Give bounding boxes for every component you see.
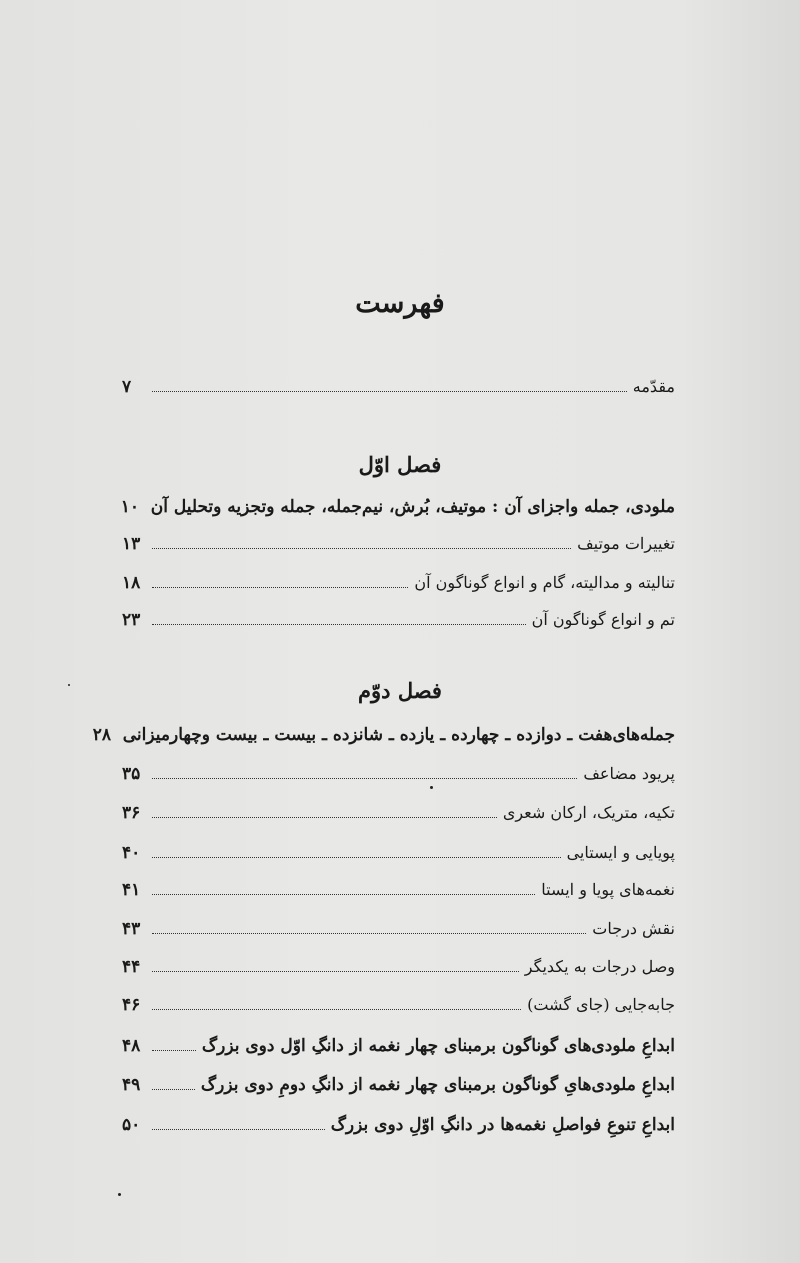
toc-entry-label: پویایی و ایستایی bbox=[566, 843, 675, 862]
dot-leader bbox=[152, 933, 586, 934]
toc-entry-label: ابداعِ ملودی‌های گوناگون برمبنای چهار نغمه از دانگِ اوّل دوی بزرگ bbox=[201, 1036, 675, 1056]
toc-entry-page: ۵۰ bbox=[122, 1115, 141, 1135]
toc-entry bbox=[122, 796, 675, 826]
toc-entry bbox=[122, 603, 675, 633]
dot-leader bbox=[152, 1089, 195, 1090]
toc-entry-label: جمله‌های‌هفت ـ دوازده ـ چهارده ـ یازده ـ شانزده ـ بیست ـ بیست وچهارمیزانی bbox=[122, 725, 675, 745]
toc-entry-page: ۴۹ bbox=[122, 1075, 141, 1095]
toc-entry-page: ۴۱ bbox=[122, 880, 141, 900]
toc-entry-label: پریود مضاعف bbox=[583, 764, 675, 783]
toc-entry-page: ۱۰ bbox=[120, 497, 139, 517]
toc-entry-label: مقدّمه bbox=[632, 377, 675, 396]
toc-entry bbox=[122, 490, 675, 520]
dot-leader bbox=[152, 971, 519, 972]
toc-entry-page: ۷ bbox=[122, 377, 132, 397]
dot-leader bbox=[152, 624, 526, 625]
toc-entry-label: نغمه‌های پویا و ایستا bbox=[541, 880, 675, 899]
toc-entry-page: ۱۳ bbox=[122, 534, 141, 554]
toc-entry-label: تنالیته و مدالیته، گام و انواع گوناگون آن bbox=[414, 573, 675, 592]
toc-entry-label: تغییرات موتیف bbox=[577, 534, 675, 553]
toc-entry-label: ابداعِ ملودی‌هایِ گوناگون برمبنای چهار نغمه از دانگِ دومِ دوی بزرگ bbox=[200, 1075, 675, 1095]
toc-entry-label: تکیه، متریک، ارکان شعری bbox=[502, 803, 675, 822]
toc-entry-page: ۱۸ bbox=[122, 573, 141, 593]
toc-entry-label: وصل درجات به یکدیگر bbox=[524, 957, 675, 976]
toc-entry bbox=[92, 718, 675, 748]
toc-entry bbox=[122, 1108, 675, 1138]
print-speck bbox=[430, 786, 433, 789]
dot-leader bbox=[152, 1050, 196, 1051]
toc-entry bbox=[122, 757, 675, 787]
toc-entry-page: ۴۶ bbox=[122, 995, 141, 1015]
toc-title: فهرست bbox=[355, 288, 445, 319]
chapter-heading-2: فصل دوّم bbox=[358, 678, 442, 703]
chapter-heading-1: فصل اوّل bbox=[358, 452, 442, 477]
toc-entry-page: ۴۰ bbox=[122, 843, 141, 863]
toc-entry-page: ۴۴ bbox=[122, 957, 141, 977]
print-speck bbox=[68, 684, 70, 686]
dot-leader bbox=[152, 894, 535, 895]
toc-entry bbox=[122, 566, 675, 596]
dot-leader bbox=[152, 778, 577, 779]
dot-leader bbox=[152, 587, 408, 588]
toc-entry-page: ۲۸ bbox=[92, 725, 112, 745]
toc-entry bbox=[122, 1068, 675, 1098]
toc-entry bbox=[122, 1029, 675, 1059]
dot-leader bbox=[152, 857, 561, 858]
toc-entry-page: ۳۶ bbox=[122, 803, 141, 823]
print-speck bbox=[118, 1193, 121, 1196]
toc-entry bbox=[122, 527, 675, 557]
toc-entry-page: ۲۳ bbox=[122, 610, 141, 630]
toc-entry bbox=[122, 950, 675, 980]
toc-entry-label: جابه‌جایی (جای گشت) bbox=[527, 995, 675, 1014]
dot-leader bbox=[152, 1009, 521, 1010]
toc-entry-label: تم و انواع گوناگون آن bbox=[531, 610, 675, 629]
toc-entry-label: ابداعِ تنوعِ فواصلِ نغمه‌ها در دانگِ اوّلِ دوی بزرگ bbox=[330, 1115, 675, 1135]
toc-entry-page: ۳۵ bbox=[122, 764, 141, 784]
toc-entry-intro bbox=[122, 370, 675, 400]
dot-leader bbox=[152, 548, 571, 549]
toc-entry-label: ملودی، جمله واجزای آن : موتیف، بُرش، نیم‌جمله، جمله وتجزیه وتحلیل آن bbox=[150, 497, 675, 517]
toc-entry bbox=[122, 988, 675, 1018]
toc-entry bbox=[122, 836, 675, 866]
dot-leader bbox=[152, 1129, 325, 1130]
dot-leader bbox=[152, 391, 627, 392]
toc-entry-page: ۴۳ bbox=[122, 919, 141, 939]
toc-entry bbox=[122, 873, 675, 903]
toc-entry-page: ۴۸ bbox=[122, 1036, 141, 1056]
toc-entry bbox=[122, 912, 675, 942]
dot-leader bbox=[152, 817, 497, 818]
toc-entry-label: نقش درجات bbox=[592, 919, 675, 938]
